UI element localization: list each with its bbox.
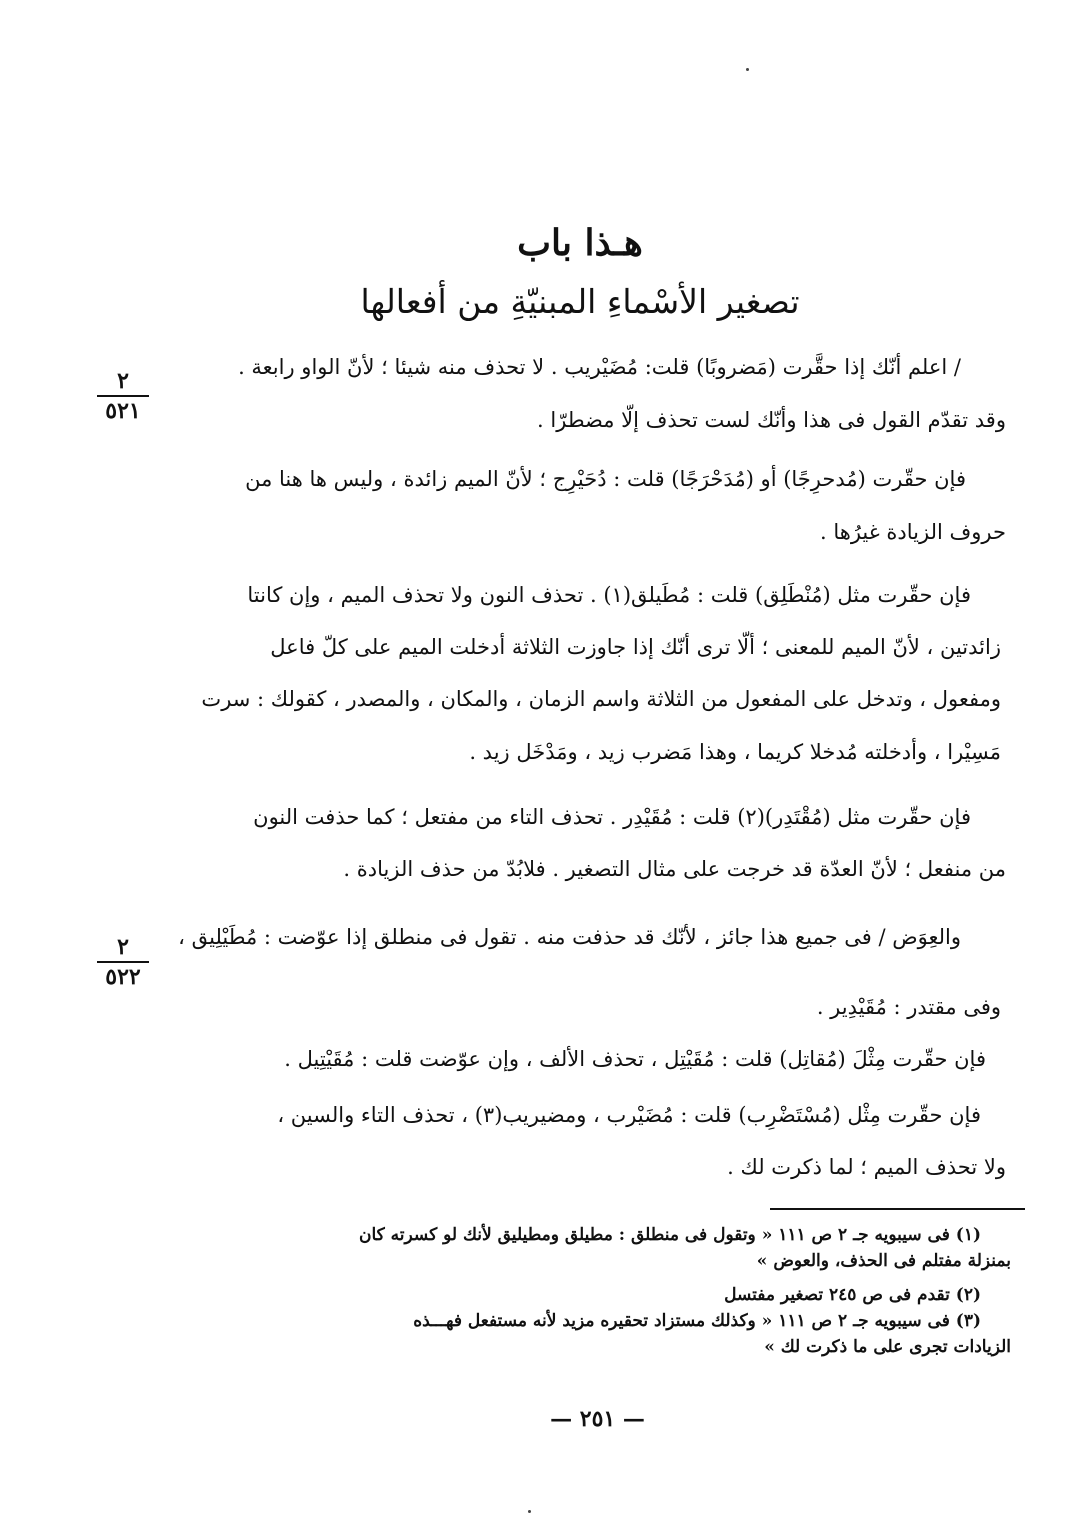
text-line: فإن حقّرت مِثْلَ (مُقاتِل) قلت : مُقَيْتِل ، تحذف الألف ، وإن عوّضت قلت : مُقَيْتِيل . (284, 1047, 986, 1071)
text-line: فإن حقّرت مِثْل (مُسْتَضْرِب) قلت : مُضَيْرب ، ومضيريب(٣) ، تحذف التاء والسين ، (277, 1103, 981, 1127)
text-line: حروف الزيادة غيرُها . (820, 520, 1006, 544)
scan-speck (528, 1510, 531, 1513)
margin-reference-volume: ٢ (117, 368, 129, 394)
scan-speck (746, 68, 749, 71)
margin-reference-divider (97, 961, 149, 963)
text-line: وقد تقدّم القول فى هذا وأنّك لست تحذف إلّا مضطرّا . (537, 408, 1006, 432)
footnote-line: الزيادات تجرى على ما ذكرت لك » (764, 1337, 1011, 1357)
margin-reference-volume: ٢ (117, 934, 129, 960)
text-line: فإن حقّرت مثل (مُنْطَلِق) قلت : مُطَيلق(١) . تحذف النون ولا تحذف الميم ، وإن كانتا (247, 583, 971, 607)
text-line: ومفعول ، وتدخل على المفعول من الثلاثة واسم الزمان ، والمكان ، والمصدر ، كقولك : سرت (201, 687, 1001, 711)
text-line: / اعلم أنّك إذا حقَّرت (مَضروبًا) قلت: مُضَيْريب . لا تحذف منه شيئا ؛ لأنّ الواو رابعة . (238, 355, 961, 379)
margin-reference-page: ٥٢١ (105, 398, 141, 424)
text-line: والعِوَض / فى جميع هذا جائز ، لأنّك قد حذفت منه . تقول فى منطلق إذا عوّضت : مُطَيْلِيق ، (178, 925, 961, 949)
chapter-title: تصغير الأسْماءِ المبنيّةِ من أفعالها (360, 282, 800, 321)
margin-reference-page: ٥٢٢ (105, 964, 141, 990)
text-line: فإن حقّرت (مُدحرِجًا) أو (مُدَحْرَجًا) قلت : دُحَيْرِج ؛ لأنّ الميم زائدة ، وليس ها هنا من (245, 467, 966, 491)
footnote-line: (٣) فى سيبويه جـ ٢ ص ١١١ « وكذلك مستزاد تحقيره مزيد لأنه مستفعل فهـــذه (413, 1311, 981, 1331)
margin-reference (88, 370, 158, 425)
text-line: مَسِيْرا ، وأدخلته مُدخلا كريما ، وهذا مَضرب زيد ، ومَدْخَل زيد . (469, 740, 1001, 764)
page-number: — ٢٥١ — (550, 1406, 645, 1432)
footnote-line: بمنزلة مفتلم فى الحذف، والعوض » (756, 1251, 1011, 1271)
chapter-heading: هـذا باب (517, 222, 643, 264)
footnote-separator (770, 1208, 1025, 1210)
text-line: ولا تحذف الميم ؛ لما ذكرت لك . (727, 1155, 1006, 1179)
text-line: وفى مقتدر : مُقَيْدِير . (816, 995, 1001, 1019)
footnote-line: (١) فى سيبويه جـ ٢ ص ١١١ « وتقول فى منطلق : مطيلق ومطيليق لأنك لو كسرته كان (359, 1225, 981, 1245)
footnote-line: (٢) تقدم فى ص ٢٤٥ تصغير مفتسل (724, 1285, 981, 1305)
text-line: من منفعل ؛ لأنّ العدّة قد خرجت على مثال التصغير . فلابُدّ من حذف الزيادة . (343, 857, 1006, 881)
margin-reference (88, 936, 158, 991)
text-line: فإن حقّرت مثل (مُقْتَدِر)(٢) قلت : مُقَيْدِر . تحذف التاء من مفتعل ؛ كما حذفت النون (253, 805, 971, 829)
margin-reference-divider (97, 395, 149, 397)
text-line: زائدتين ، لأنّ الميم للمعنى ؛ ألّا ترى أنّك إذا جاوزت الثلاثة أدخلت الميم على كلّ فاعل (270, 635, 1001, 659)
